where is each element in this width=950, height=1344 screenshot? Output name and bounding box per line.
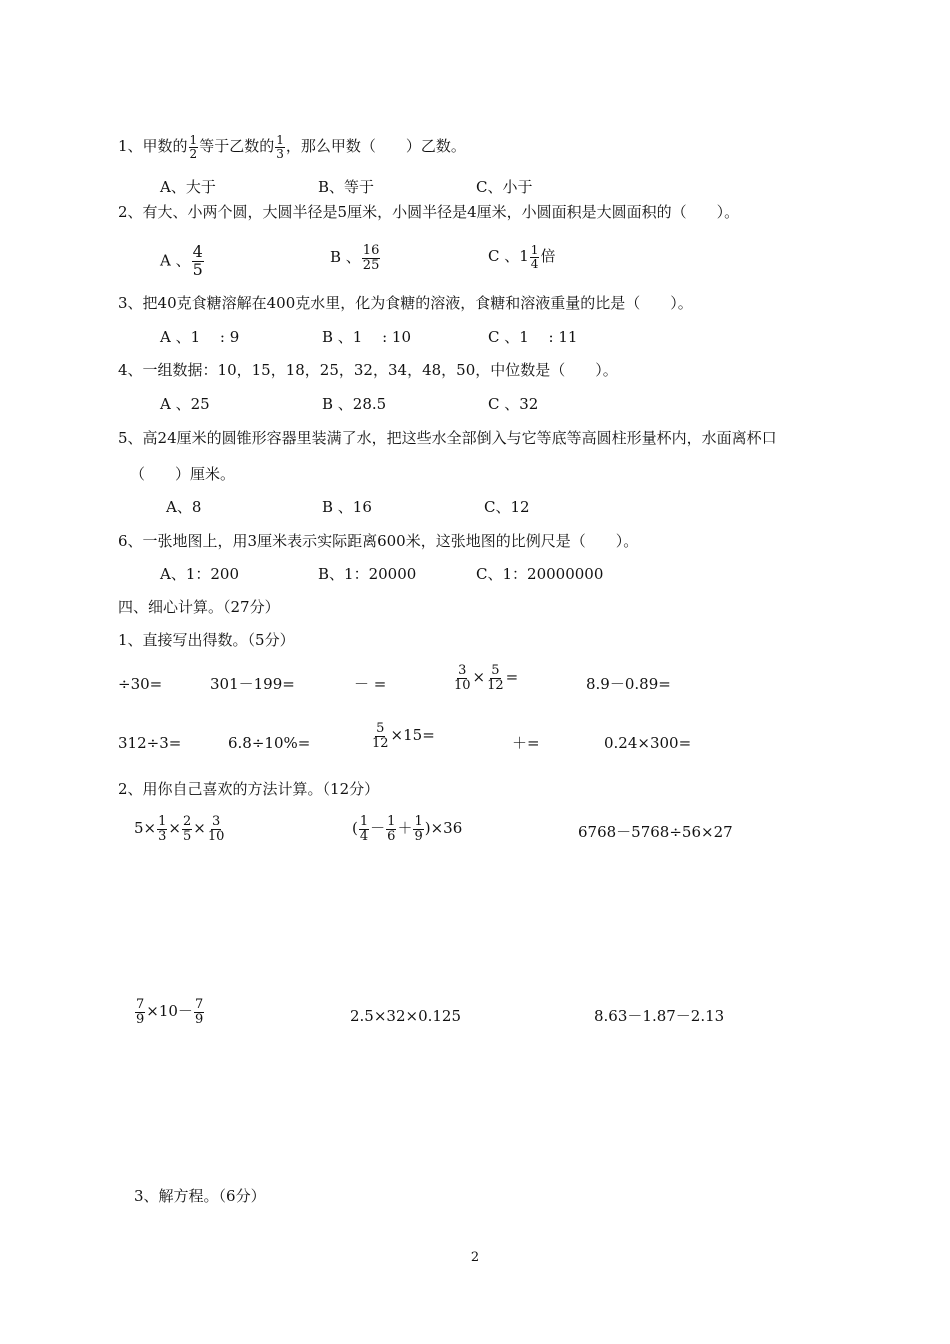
q2-option-a: A 、 $\frac{4}{5}$ (160, 242, 203, 279)
question-5-line-1: 5、高24厘米的圆锥形容器里装满了水，把这些水全部倒入与它等底等高圆柱形量杯内，水面离杯口 (118, 429, 777, 447)
calc-4-2: 2.5×32×0.125 (350, 1007, 462, 1025)
question-5-line-2: （ ）厘米。 (130, 465, 236, 483)
q4-option-a: A 、25 (160, 395, 210, 413)
fraction-five-twelfths: $\frac{5}{12}$ (487, 663, 504, 693)
q6-option-b: B、1：20000 (318, 565, 417, 583)
q5-option-a: A、8 (166, 498, 202, 516)
part-2-title: 2、用你自己喜欢的方法计算。（12分） (118, 780, 380, 798)
q6-option-a: A、1：200 (160, 565, 240, 583)
calc-1-3: － = (354, 675, 387, 693)
section-4-title: 四、细心计算。（27分） (118, 598, 280, 616)
calc-3-2: ( $\frac{1}{4}$ － $\frac{1}{6}$ ＋ $\frac{1}{9}$ )×36 (352, 814, 463, 844)
q1-option-a: A、大于 (160, 178, 216, 196)
fraction-a2: $\frac{2}{5}$ (182, 814, 192, 844)
fraction-four-fifths: $\frac{4}{5}$ (192, 242, 203, 279)
calc-3-3: 6768－5768÷56×27 (578, 823, 733, 841)
fraction-b1: $\frac{1}{4}$ (359, 814, 369, 844)
calc-4-1: $\frac{7}{9}$ ×10－ $\frac{7}{9}$ (136, 997, 204, 1027)
q2-option-c: C 、1 $\frac{1}{4}$ 倍 (488, 243, 556, 271)
fraction-seven-ninths-b: $\frac{7}{9}$ (194, 997, 204, 1027)
question-3: 3、把40克食糖溶解在400克水里，化为食糖的溶液，食糖和溶液重量的比是（ ）。 (118, 294, 693, 312)
part-3-title: 3、解方程。（6分） (134, 1187, 266, 1205)
fraction-b3: $\frac{1}{9}$ (414, 814, 423, 844)
question-6: 6、一张地图上，用3厘米表示实际距离600米，这张地图的比例尺是（ ）。 (118, 532, 639, 550)
q4-option-c: C 、32 (488, 395, 539, 413)
part-1-title: 1、直接写出得数。（5分） (118, 631, 295, 649)
fraction-five-twelfths-b: $\frac{5}{12}$ (372, 721, 389, 751)
q5-option-b: B 、16 (322, 498, 372, 516)
calc-3-1: 5× $\frac{1}{3}$ × $\frac{2}{5}$ × $\frac{3}{10}$ (134, 814, 225, 844)
fraction-one-quarter: $\frac{1}{4}$ (530, 243, 539, 271)
fraction-one-half: $\frac{1}{2}$ (189, 133, 198, 161)
q5-option-c: C、12 (484, 498, 530, 516)
calc-2-4: ＋= (512, 734, 540, 752)
question-2: 2、有大、小两个圆，大圆半径是5厘米，小圆半径是4厘米，小圆面积是大圆面积的（ ）。 (118, 203, 740, 221)
fraction-seven-ninths-a: $\frac{7}{9}$ (136, 997, 145, 1027)
page-number: 2 (470, 1250, 480, 1265)
q3-option-c: C 、1 : 11 (488, 328, 578, 346)
fraction-b2: $\frac{1}{6}$ (387, 814, 396, 844)
q4-option-b: B 、28.5 (322, 395, 387, 413)
fraction-a3: $\frac{3}{10}$ (207, 814, 225, 844)
question-4: 4、一组数据：10，15，18，25，32，34，48，50，中位数是（ ）。 (118, 361, 618, 379)
calc-1-4: $\frac{3}{10}$ × $\frac{5}{12}$ = (454, 663, 519, 693)
q1-option-b: B、等于 (318, 178, 375, 196)
calc-4-3: 8.63－1.87－2.13 (594, 1007, 725, 1025)
fraction-a1: $\frac{1}{3}$ (158, 814, 167, 844)
question-1: 1、甲数的 $\frac{1}{2}$ 等于乙数的 $\frac{1}{3}$ ，那么甲数（ ）乙数。 (118, 133, 466, 161)
calc-2-2: 6.8÷10%= (228, 734, 311, 752)
calc-2-5: 0.24×300= (604, 734, 692, 752)
calc-2-1: 312÷3= (118, 734, 182, 752)
q2-option-b: B 、 $\frac{16}{25}$ (330, 243, 380, 273)
fraction-sixteen-25ths: $\frac{16}{25}$ (362, 243, 380, 273)
calc-1-1: ÷30= (118, 675, 163, 693)
fraction-one-third: $\frac{1}{3}$ (276, 133, 284, 161)
q6-option-c: C、1：20000000 (476, 565, 604, 583)
calc-2-3: $\frac{5}{12}$ ×15= (372, 721, 435, 751)
fraction-three-tenths: $\frac{3}{10}$ (454, 663, 471, 693)
q3-option-a: A 、1 : 9 (160, 328, 240, 346)
calc-1-5: 8.9－0.89= (586, 675, 671, 693)
calc-1-2: 301－199= (210, 675, 295, 693)
q1-option-c: C、小于 (476, 178, 533, 196)
q3-option-b: B 、1 : 10 (322, 328, 412, 346)
